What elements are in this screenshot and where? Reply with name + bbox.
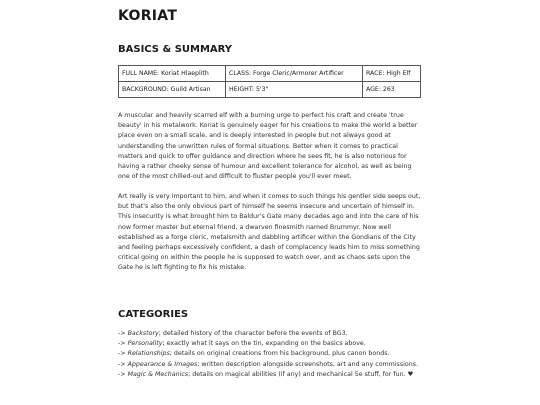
table-row <box>119 66 421 82</box>
category-personality[interactable] <box>118 339 448 349</box>
category-backstory[interactable] <box>118 329 448 339</box>
category-name: Backstory <box>127 330 159 337</box>
summary-paragraph-1: A muscular and heavily scarred elf with a burning urge to perfect his craft and create 'true beauty' in his metalwork. Koriat is genuinely eager for his creations to make the world a better place even on a small scale, and is deeply interested in people but not always good at understanding the unwritten rules of formal situations. Better when it comes to practical matters and quick to offer guidance and direction where he sees fit, he is also notorious for having a rather cheeky sense of humour and excellent tolerance for alcohol, as well as being one of the most chilled-out and difficult to fluster people you'll ever meet. <box>118 112 418 181</box>
category-relationships[interactable] <box>118 349 448 359</box>
age-cell: AGE: 263 <box>363 82 421 98</box>
category-desc: ; written description alongside screenshots, art and any commissions. <box>197 360 418 368</box>
category-name: Appearance & Images <box>127 360 198 368</box>
height-cell: HEIGHT: 5'3" <box>226 82 363 98</box>
category-name: Relationships <box>127 350 170 358</box>
category-name: Magic & Mechanics <box>127 370 189 378</box>
arrow-prefix: -> <box>118 370 128 378</box>
basics-heading: BASICS & SUMMARY <box>118 44 233 55</box>
category-desc: ; details on magical abilities (if any) and mechanical 5e stuff, for fun. ♥ <box>188 370 414 378</box>
table-row <box>119 82 421 98</box>
arrow-prefix: -> <box>118 350 128 358</box>
summary-paragraph-2: Art really is very important to him, and when it comes to such things his gentler side seeps out, but that's also the only obvious part of himself he seems insecure and uncertain of himself in. This insecurity is what brought him to Baldur's Gate many decades ago and into the care of his now former master but eternal friend, a dwarven finesmith named Brummyr. Now well established as a forge cleric, metalsmith and dabbling artificer within the Gondians of the City and feeling perhaps excessively confident, a dash of complacency leads him to miss something critical going on within the people he is supposed to watch over, and as chaos sets upon the Gate he is left fighting to fix his mistake. <box>118 193 421 272</box>
category-name: Personality <box>127 340 163 348</box>
arrow-prefix: -> <box>118 340 128 348</box>
class-cell: CLASS: Forge Cleric/Armorer Artificer <box>226 66 363 82</box>
race-cell: RACE: High Elf <box>363 66 421 82</box>
category-magic[interactable] <box>118 370 448 380</box>
page-title: KORIAT <box>118 8 178 24</box>
categories-heading: CATEGORIES <box>118 309 189 320</box>
background-cell: BACKGROUND: Guild Artisan <box>119 82 226 98</box>
category-appearance[interactable] <box>118 360 448 370</box>
categories-list <box>118 329 448 380</box>
basics-table <box>118 65 421 98</box>
arrow-prefix: -> <box>118 360 128 368</box>
category-desc: ; exactly what it says on the tin, expanding on the basics above. <box>162 340 366 348</box>
category-desc: ; detailed history of the character before the events of BG3. <box>158 330 348 337</box>
category-desc: ; details on original creations from his background, plus canon bonds. <box>169 350 390 358</box>
arrow-prefix: -> <box>118 330 128 337</box>
full-name-cell: FULL NAME: Koriat Hlaeplith <box>119 66 226 82</box>
